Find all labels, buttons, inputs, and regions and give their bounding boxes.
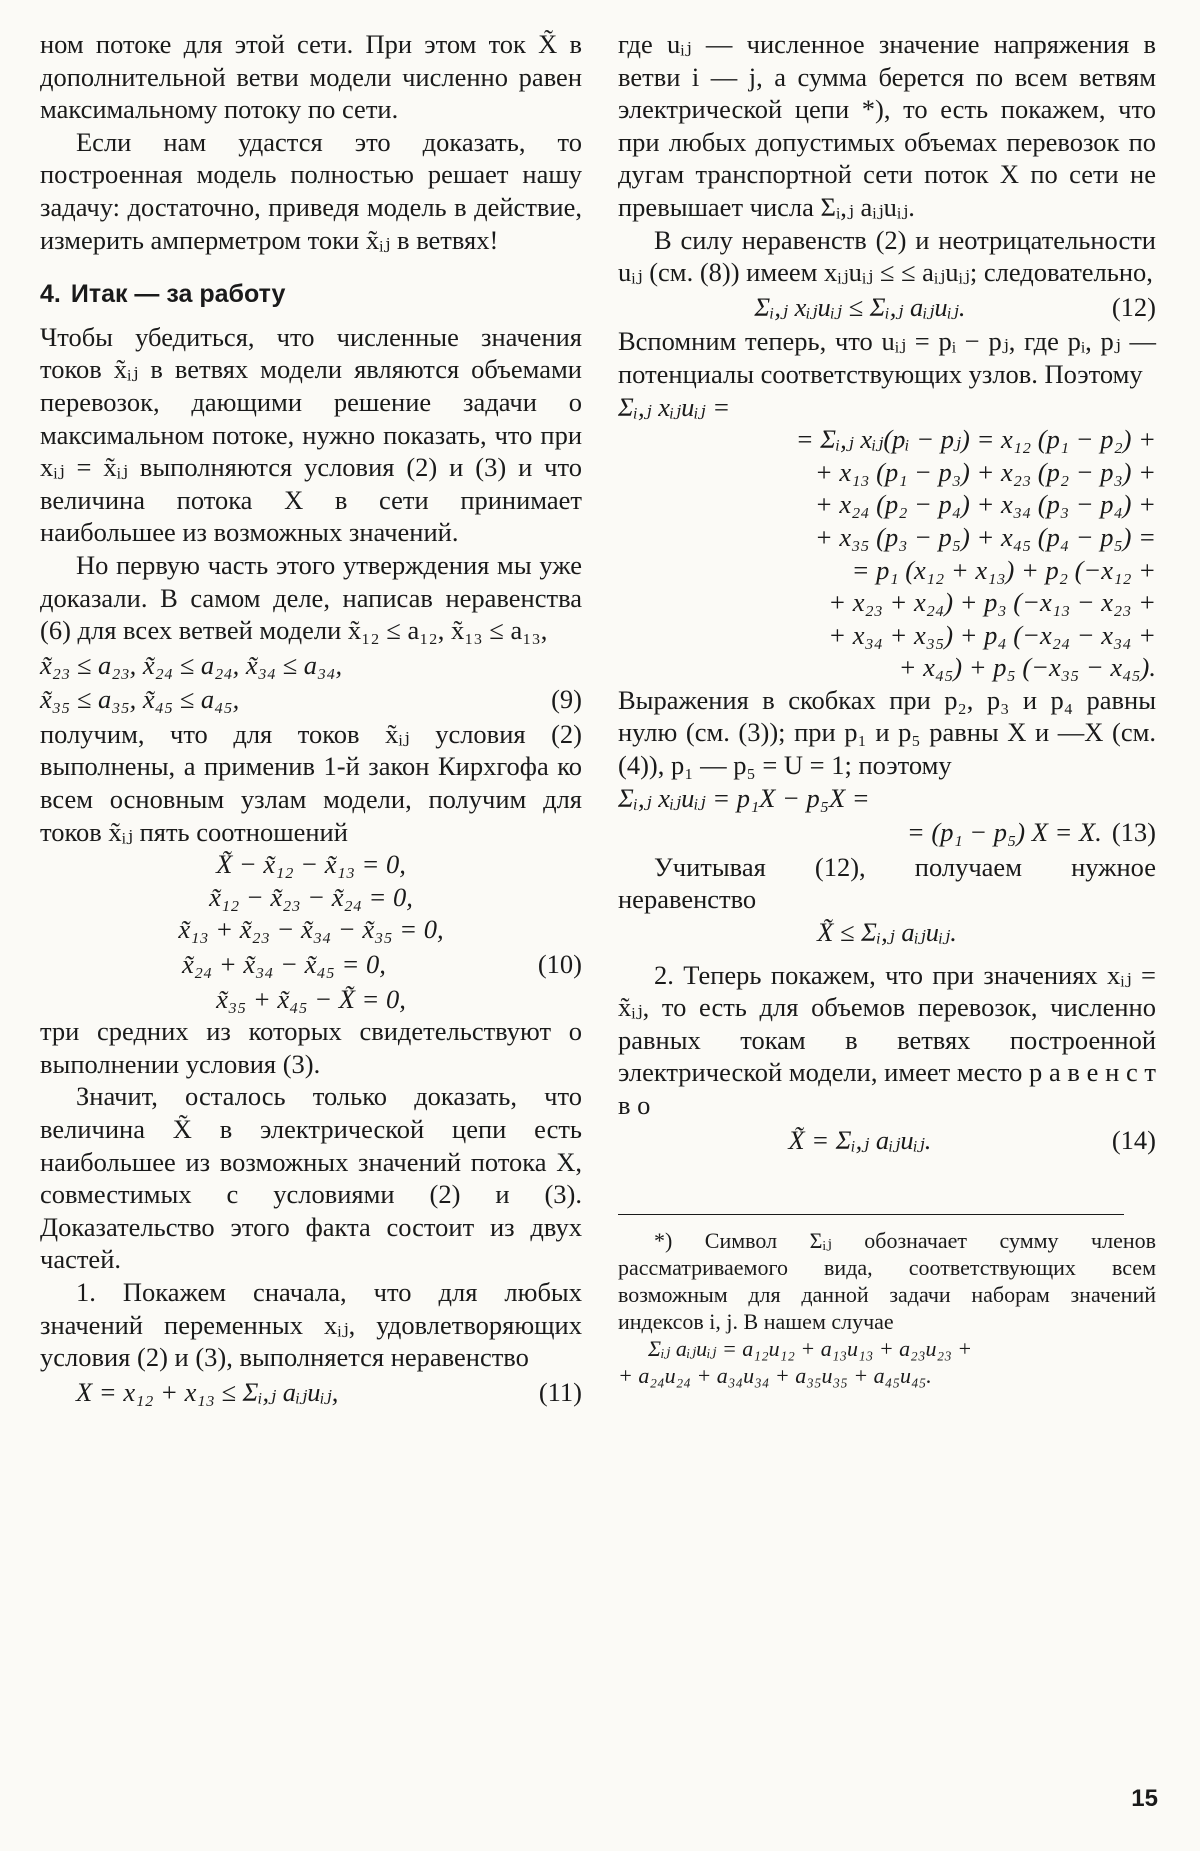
equation-line: + x₂₃ + x₂₄) + p₃ (−x₁₃ − x₂₃ + [828, 587, 1156, 618]
equation-line: Σᵢ,ⱼ xᵢⱼuᵢⱼ = [618, 391, 731, 422]
equation-body: x̃₂₃ ≤ a₂₃, x̃₂₄ ≤ a₂₄, x̃₃₄ ≤ a₃₄, [40, 649, 343, 680]
footnote-divider [618, 1214, 1124, 1215]
equation-line: + x₃₄ + x₃₅) + p₄ (−x₂₄ − x₃₄ + [828, 619, 1156, 650]
right-column [618, 28, 1156, 1389]
equation-13 [618, 816, 1156, 849]
footnote [618, 1227, 1156, 1389]
equation-body: X = x₁₂ + x₁₃ ≤ Σᵢ,ⱼ aᵢⱼuᵢⱼ, [76, 1376, 339, 1407]
equation-line: + x₃₅ (p₃ − p₅) + x₄₅ (p₄ − p₅) = [814, 521, 1156, 552]
equation-line: + x₄₅) + p₅ (−x₃₅ − x₄₅). [898, 652, 1156, 683]
equation-tag: (14) [1111, 1124, 1156, 1155]
equation-line: = Σᵢ,ⱼ xᵢⱼ(pᵢ − pⱼ) = x₁₂ (p₁ − p₂) + [795, 424, 1156, 455]
paragraph: 1. Покажем сначала, что для любых значений переменных xᵢⱼ, удовлетворяющих условия (2) и (3), выполняется неравенство [40, 1276, 582, 1373]
paragraph: В силу неравенств (2) и неотрицательности uᵢⱼ (см. (8)) имеем xᵢⱼuᵢⱼ ≤ ≤ aᵢⱼuᵢⱼ; следовательно, [618, 224, 1156, 288]
footnote-text: *) Символ Σᵢⱼ обозначает сумму членов рассматриваемого вида, соответствующих всем возможным для данной задачи наборам значений индексов i, j. В нашем случае [618, 1228, 1156, 1335]
section-number: 4. [40, 280, 61, 309]
equation-10-block [40, 848, 582, 1015]
equation-line-with-tag [40, 948, 582, 981]
equation-line: x̃₁₃ + x̃₂₃ − x̃₃₄ − x̃₃₅ = 0, [178, 914, 444, 945]
equation-14 [618, 1124, 1156, 1157]
section-heading [40, 278, 582, 311]
paragraph: 2. Теперь покажем, что при значениях xᵢⱼ = x̃ᵢⱼ, то есть для объемов перевозок, численно равных токам в ветвях построенной электрической модели, имеет место р а в е н с т в о [618, 959, 1156, 1120]
paragraph: ном потоке для этой сети. При этом ток X̃ в дополнительной ветви модели численно равен максимальному потоку по сети. [40, 29, 582, 125]
equation-9-line-2 [40, 683, 582, 716]
equation-tag: (10) [537, 949, 582, 980]
sum-expansion [618, 391, 1156, 684]
section-title: Итак — за работу [70, 280, 286, 309]
paragraph: получим, что для токов x̃ᵢⱼ условия (2) выполнены, а применив 1-й закон Кирхгофа ко всем основным узлам модели, получим для токов x̃ᵢⱼ пять соотношений [40, 718, 582, 847]
paragraph: где uᵢⱼ — численное значение напряжения в ветви i — j, а сумма берется по всем ветвям электрической цепи *), то есть покажем, что при любых допустимых объемах перевозок по дугам транспортной сети поток X по сети не превышает числа Σᵢ,ⱼ aᵢⱼuᵢⱼ. [618, 29, 1156, 222]
equation-line: x̃₃₅ + x̃₄₅ − X̃ = 0, [216, 983, 406, 1014]
equation-body: x̃₃₅ ≤ a₃₅, x̃₄₅ ≤ a₄₅, [40, 684, 240, 715]
paragraph: Если нам удастся это доказать, то построенная модель полностью решает нашу задачу: достаточно, приведя модель в действие, измерить амперметром токи x̃ᵢⱼ в ветвях! [40, 126, 582, 255]
page-number: 15 [1131, 1785, 1158, 1812]
paragraph: Вспомним теперь, что uᵢⱼ = pᵢ − pⱼ, где pᵢ, pⱼ — потенциалы соответствующих узлов. Поэтому [618, 326, 1156, 389]
equation-body: x̃₂₄ + x̃₃₄ − x̃₄₅ = 0, [182, 949, 386, 980]
equation-line: + x₁₃ (p₁ − p₃) + x₂₃ (p₂ − p₃) + [814, 456, 1156, 487]
equation-tag: (9) [551, 684, 582, 715]
equation-9-line-1 [40, 649, 582, 682]
equation-line: X̃ − x̃₁₂ − x̃₁₃ = 0, [216, 849, 406, 880]
equation-line: + x₂₄ (p₂ − p₄) + x₃₄ (p₃ − p₄) + [814, 489, 1156, 520]
inequality: X̃ ≤ Σᵢ,ⱼ aᵢⱼuᵢⱼ. [817, 917, 957, 948]
equation-11 [40, 1376, 582, 1409]
paragraph: Учитывая (12), получаем нужное неравенство [618, 851, 1156, 915]
paragraph: Но первую часть этого утверждения мы уже доказали. В самом деле, написав неравенства (6) для всех ветвей модели x̃₁₂ ≤ a₁₂, x̃₁₃ ≤ a₁₃, [40, 549, 582, 646]
equation-body: = (p₁ − p₅) X = X. [906, 817, 1102, 848]
equation-tag: (13) [1111, 817, 1156, 848]
equation-12 [618, 291, 1156, 324]
left-column [40, 28, 582, 1410]
equation-line: = p₁ (x₁₂ + x₁₃) + p₂ (−x₁₂ + [851, 554, 1156, 585]
footnote-formula-line: + a₂₄u₂₄ + a₃₄u₃₄ + a₃₅u₃₅ + a₄₅u₄₅. [618, 1363, 932, 1389]
paragraph: Чтобы убедиться, что численные значения токов x̃ᵢⱼ в ветвях модели являются объемами перевозок, дающими решение задачи о максимальном потоке, нужно показать, что при xᵢⱼ = x̃ᵢⱼ выполняются условия (2) и (3) и что величина потока X в сети принимает наибольшее из возможных значений. [40, 321, 582, 548]
equation-tag: (11) [538, 1376, 582, 1407]
equation-body: Σᵢ,ⱼ xᵢⱼuᵢⱼ ≤ Σᵢ,ⱼ aᵢⱼuᵢⱼ. [754, 291, 966, 322]
paragraph: Значит, осталось только доказать, что величина X̃ в электрической цепи есть наибольшее из возможных значений потока X, совместимых с условиями (2) и (3). Доказательство этого факта состоит из двух частей. [40, 1081, 582, 1275]
paragraph: три средних из которых свидетельствуют о выполнении условия (3). [40, 1016, 582, 1079]
equation-tag: (12) [1111, 291, 1156, 322]
equation-body: X̃ = Σᵢ,ⱼ aᵢⱼuᵢⱼ. [788, 1124, 932, 1155]
equation-line: x̃₁₂ − x̃₂₃ − x̃₂₄ = 0, [209, 881, 413, 912]
equation-13-line-1: Σᵢ,ⱼ xᵢⱼuᵢⱼ = p₁X − p₅X = [618, 782, 870, 813]
paragraph: Выражения в скобках при p₂, p₃ и p₄ равны нулю (см. (3)); при p₁ и p₅ равны X и —X (см. (4)), p₁ — p₅ = U = 1; поэтому [618, 684, 1156, 781]
footnote-formula-line: Σᵢⱼ aᵢⱼuᵢⱼ = a₁₂u₁₂ + a₁₃u₁₃ + a₂₃u₂₃ + [648, 1336, 973, 1362]
